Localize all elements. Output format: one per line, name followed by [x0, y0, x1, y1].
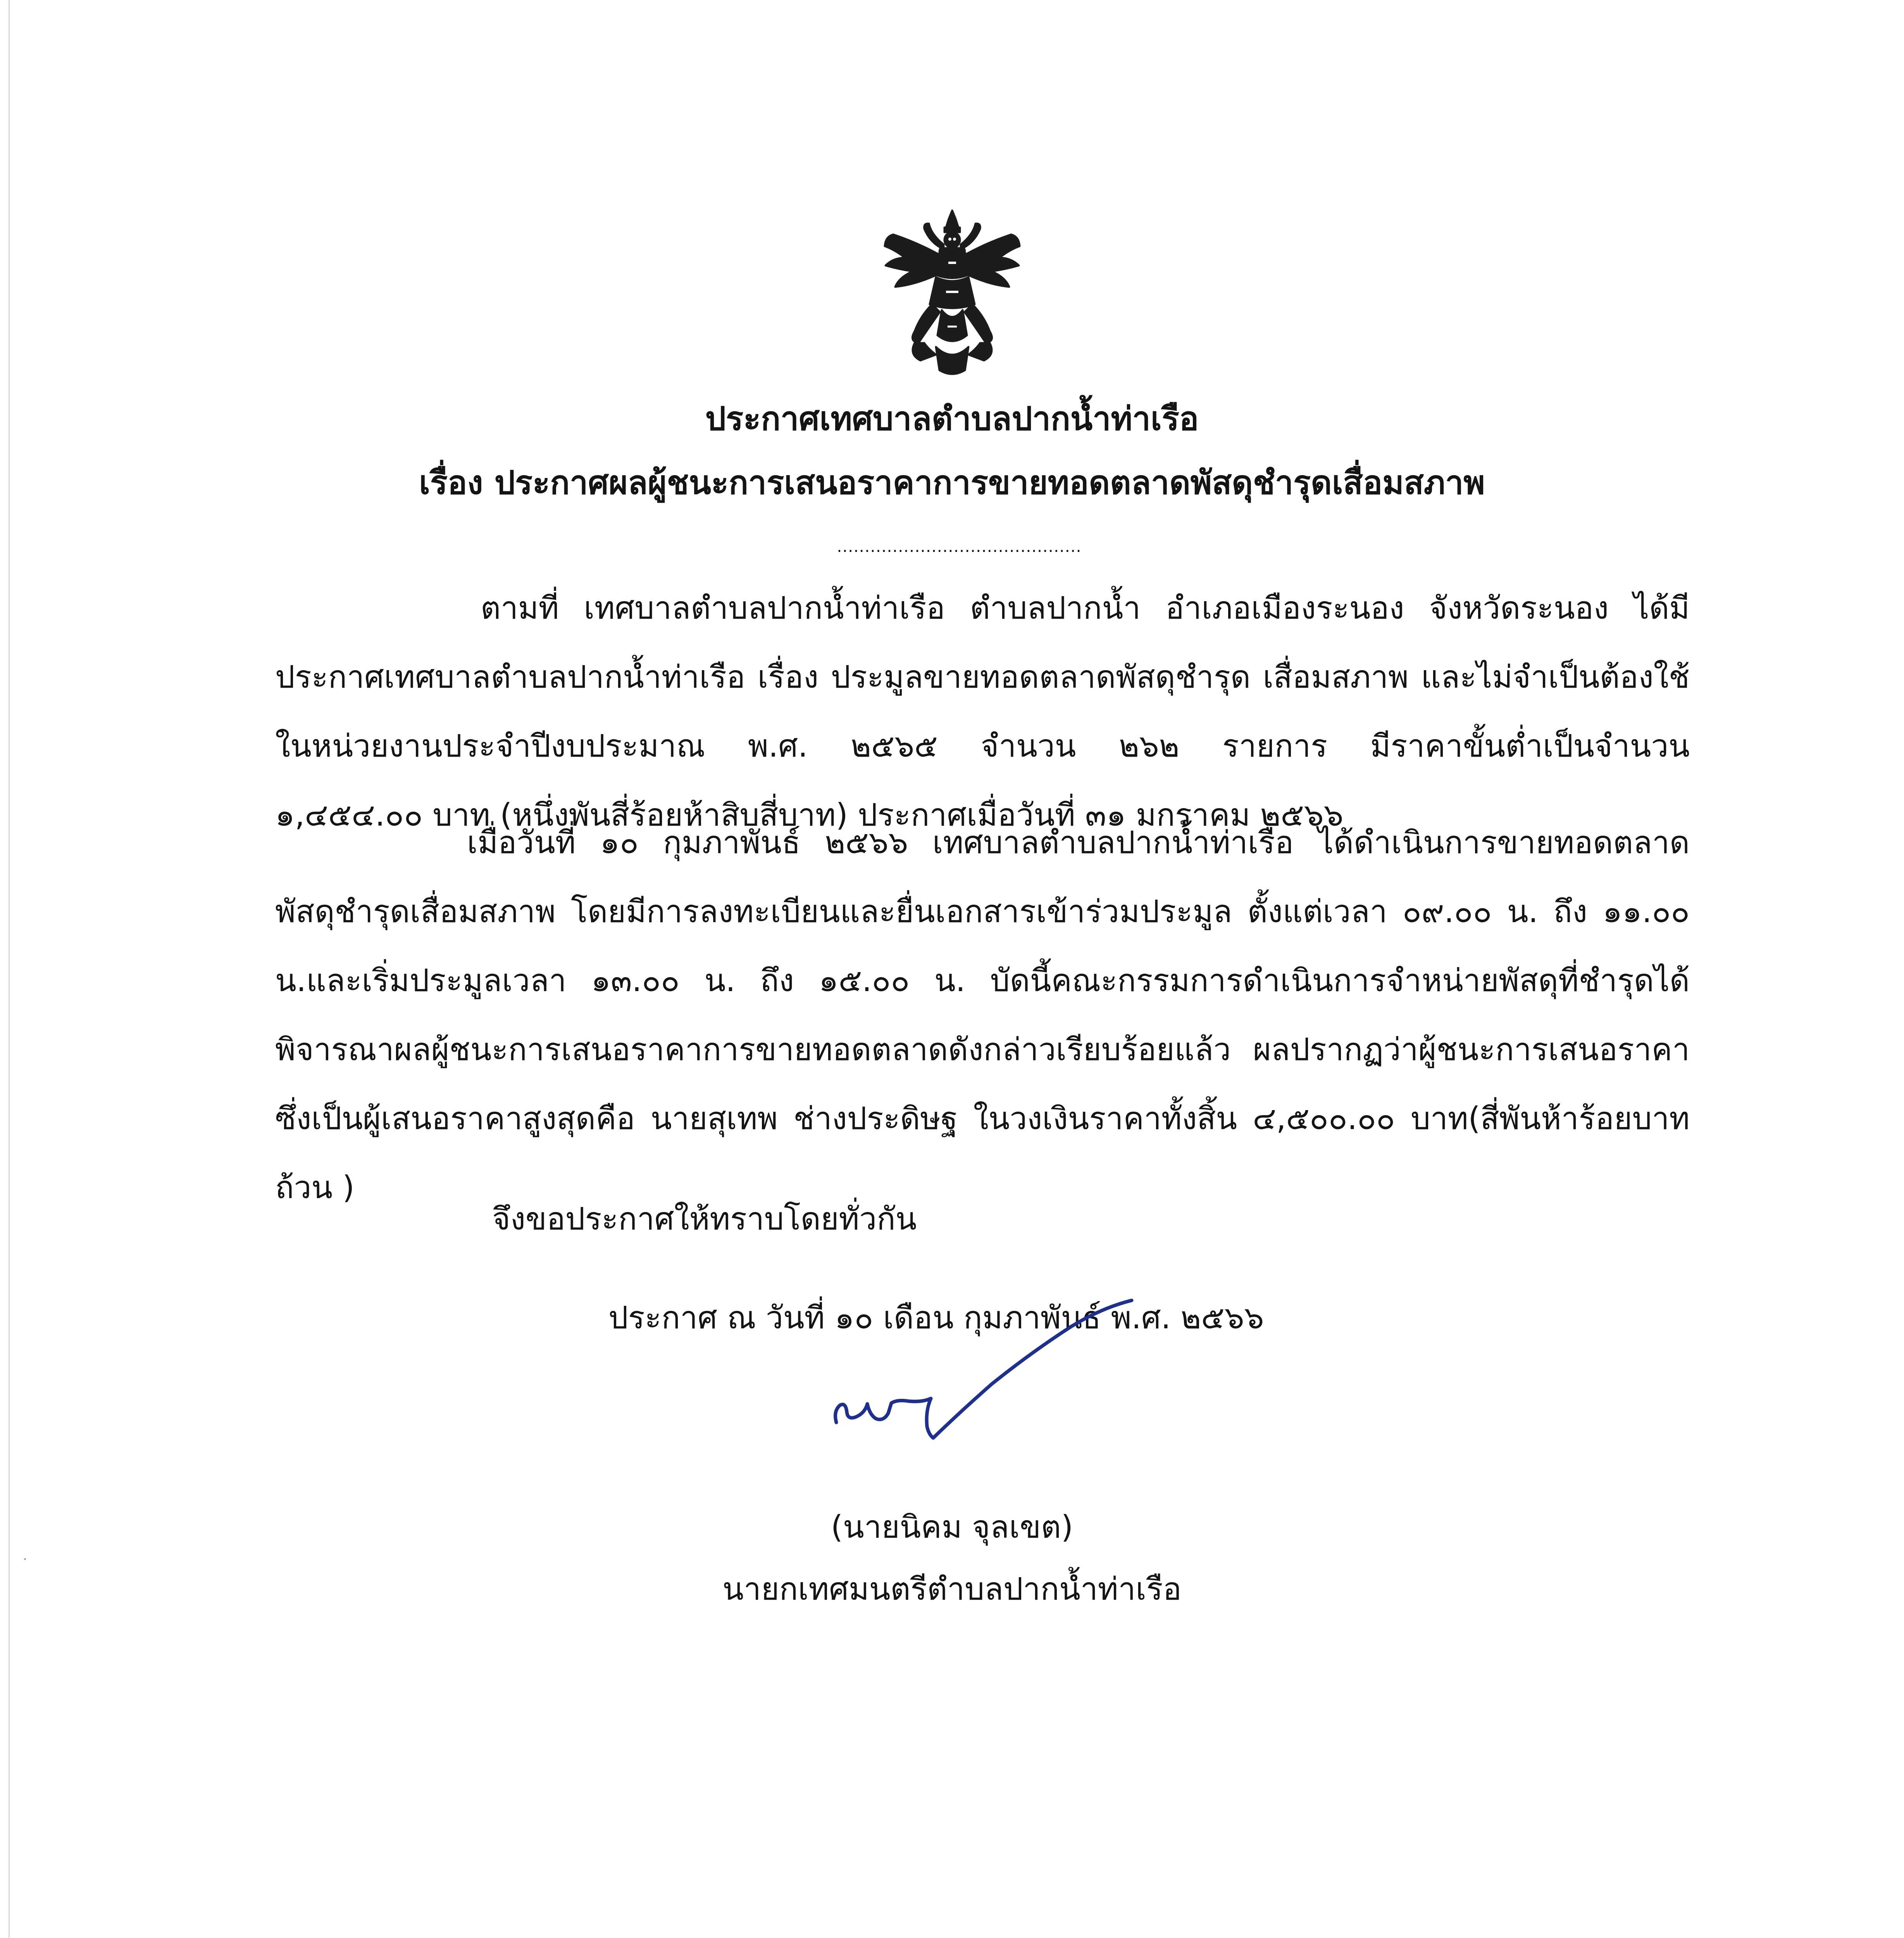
announcement-date: ประกาศ ณ วันที่ ๑๐ เดือน กุมภาพันธ์ พ.ศ. ๒๕๖๖ [608, 1300, 1264, 1336]
paragraph-line: ในหน่วยงานประจำปีงบประมาณ พ.ศ. ๒๕๖๕ จำนวน ๒๖๒ รายการ มีราคาขั้นต่ำเป็นจำนวน [275, 728, 1690, 764]
paragraph-line: พิจารณาผลผู้ชนะการเสนอราคาการขายทอดตลาดดังกล่าวเรียบร้อยแล้ว ผลปรากฏว่าผู้ชนะการเสนอราคา [275, 1031, 1690, 1067]
signature-mark [829, 1298, 1178, 1450]
paragraph-line: เมื่อวันที่ ๑๐ กุมภาพันธ์ ๒๕๖๖ เทศบาลตำบลปากน้ำท่าเรือ ได้ดำเนินการขายทอดตลาด [467, 824, 1690, 860]
title-dotted-rule: ............................................ [837, 537, 1082, 556]
announcement-subject: เรื่อง ประกาศผลผู้ชนะการเสนอราคาการขายทอดตลาดพัสดุชำรุดเสื่อมสภาพ [419, 464, 1485, 502]
announcement-title: ประกาศเทศบาลตำบลปากน้ำท่าเรือ [705, 400, 1199, 438]
body-paragraph-2 [275, 808, 1690, 1222]
garuda-emblem-icon [878, 207, 1027, 380]
paragraph-line: น.และเริ่มประมูลเวลา ๑๓.๐๐ น. ถึง ๑๕.๐๐ น. บัดนี้คณะกรรมการดำเนินการจำหน่ายพัสดุที่ชำรุดได้ [275, 962, 1690, 998]
paragraph-line: ถ้วน ) [275, 1169, 355, 1205]
scan-edge-line [9, 0, 10, 1938]
paragraph-line: ประกาศเทศบาลตำบลปากน้ำท่าเรือ เรื่อง ประมูลขายทอดตลาดพัสดุชำรุด เสื่อมสภาพ และไม่จำเป็นต้องใช้ [275, 659, 1690, 695]
paragraph-line: ๑,๔๕๔.๐๐ บาท (หนึ่งพันสี่ร้อยห้าสิบสี่บาท) ประกาศเมื่อวันที่ ๓๑ มกราคม ๒๕๖๖ [275, 797, 1344, 833]
scan-speck [24, 1558, 26, 1560]
signer-name: (นายนิคม จุลเขต) [831, 1509, 1073, 1545]
paragraph-line: ซึ่งเป็นผู้เสนอราคาสูงสุดคือ นายสุเทพ ช่างประดิษฐ ในวงเงินราคาทั้งสิ้น ๔,๕๐๐.๐๐ บาท(สี่พันห้าร้อยบาท [275, 1100, 1690, 1136]
paragraph-line: พัสดุชำรุดเสื่อมสภาพ โดยมีการลงทะเบียนและยื่นเอกสารเข้าร่วมประมูล ตั้งแต่เวลา ๐๙.๐๐ น. ถึง ๑๑.๐๐ [275, 893, 1690, 929]
paragraph-line: ตามที่ เทศบาลตำบลปากน้ำท่าเรือ ตำบลปากน้ำ อำเภอเมืองระนอง จังหวัดระนอง ได้มี [481, 590, 1690, 626]
signer-position: นายกเทศมนตรีตำบลปากน้ำท่าเรือ [722, 1571, 1182, 1607]
closing-statement: จึงขอประกาศให้ทราบโดยทั่วกัน [492, 1201, 917, 1237]
